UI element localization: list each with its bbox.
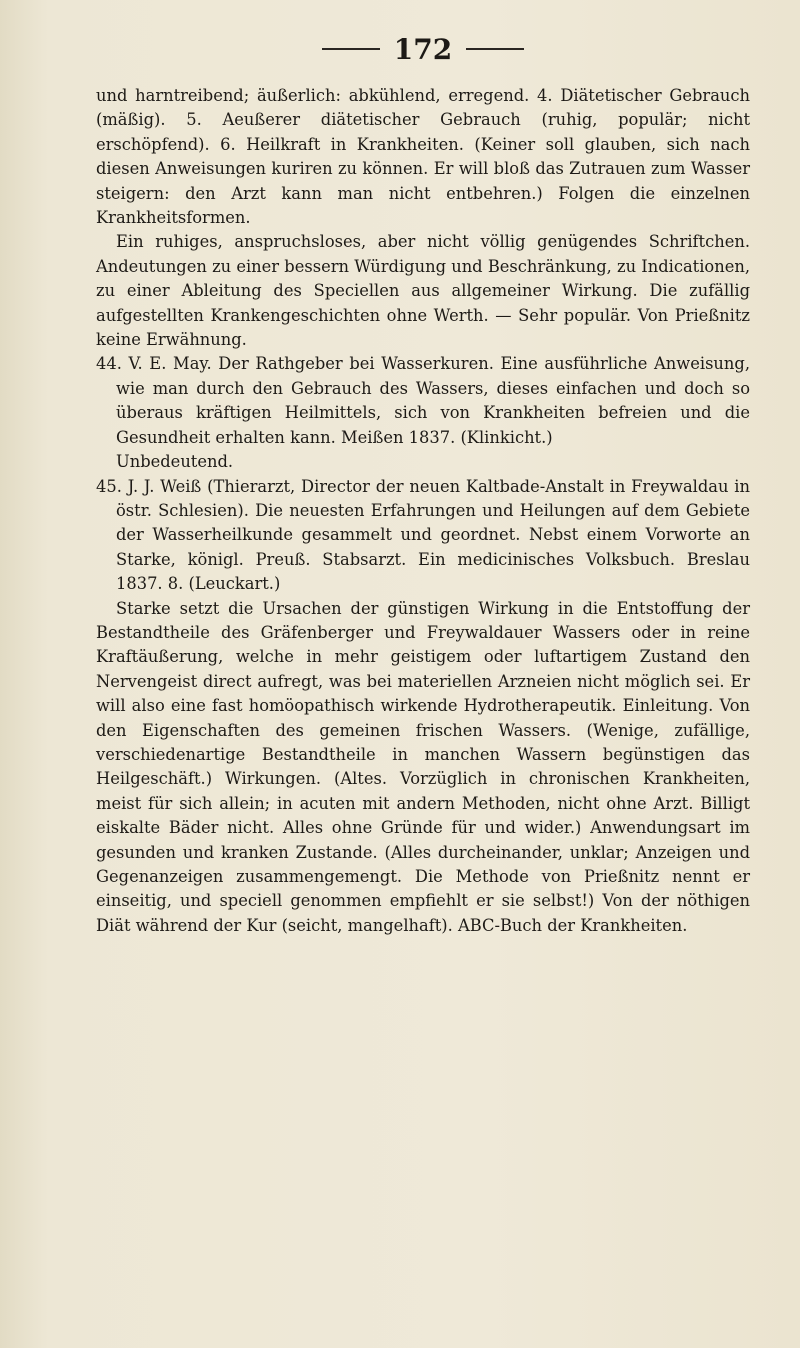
page-header	[96, 26, 750, 72]
header-rule-left	[322, 48, 380, 50]
page-number: 172	[393, 32, 453, 66]
page-body	[96, 84, 750, 938]
bibliography-entry-44: 44. V. E. May. Der Rathgeber bei Wasserkuren. Eine ausführliche Anweisung, wie man durch den Gebrauch des Wassers, dieses einfachen und doch so überaus kräftigen Heilmittels, sich von Krankheiten befreien und die Gesundheit erhalten kann. Meißen 1837. (Klinkicht.)	[96, 354, 750, 447]
paragraph-continuation: und harntreibend; äußerlich: abkühlend, erregend. 4. Diätetischer Gebrauch (mäßig). 5. Aeußerer diätetischer Gebrauch (ruhig, populär; nicht erschöpfend). 6. Heilkraft in Krankheiten. (Keiner soll glauben, sich nach diesen Anweisungen kuriren zu können. Er will bloß das Zutrauen zum Wasser steigern: den Arzt kann man nicht entbehren.) Folgen die einzelnen Krankheitsformen.	[96, 86, 750, 228]
bibliography-entry-45: 45. J. J. Weiß (Thierarzt, Director der neuen Kaltbade-Anstalt in Freywaldau in östr. Schlesien). Die neuesten Erfahrungen und Heilungen auf dem Gebiete der Wasserheilkunde gesammelt und geordnet. Nebst einem Vorworte an Starke, königl. Preuß. Stabsarzt. Ein medicinisches Volksbuch. Breslau 1837. 8. (Leuckart.)	[96, 476, 750, 594]
header-rule-right	[466, 48, 524, 50]
paragraph-review: Ein ruhiges, anspruchsloses, aber nicht völlig genügendes Schriftchen. Andeutungen zu einer bessern Würdigung und Beschränkung, zu Indicationen, zu einer Ableitung des Speciellen aus allgemeiner Wirkung. Die zufällig aufgestellten Krankengeschichten ohne Werth. — Sehr populär. Von Prießnitz keine Erwähnung.	[96, 232, 750, 350]
paragraph-review-45: Starke setzt die Ursachen der günstigen Wirkung in die Entstoffung der Bestandtheile des Gräfenberger und Freywaldauer Wassers oder in reine Kraftäußerung, welche in mehr geistigem oder luftartigem Zustand den Nervengeist direct aufregt, was bei materiellen Arzneien nicht möglich sei. Er will also eine fast homöopathisch wirkende Hydrotherapeutik. Einleitung. Von den Eigenschaften des gemeinen frischen Wassers. (Wenige, zufällige, verschiedenartige Bestandtheile in manchen Wassern begünstigen das Heilgeschäft.) Wirkungen. (Altes. Vorzüglich in chronischen Krankheiten, meist für sich allein; in acuten mit andern Methoden, nicht ohne Arzt. Billigt eiskalte Bäder nicht. Alles ohne Gründe für und wider.) Anwendungsart im gesunden und kranken Zustande. (Alles durcheinander, unklar; Anzeigen und Gegenanzeigen zusammengemengt. Die Methode von Prießnitz nennt er einseitig, und speciell genommen empfiehlt er sie selbst!) Von der nöthigen Diät während der Kur (seicht, mangelhaft). ABC-Buch der Krankheiten.	[96, 598, 750, 935]
entry-44-verdict: Unbedeutend.	[116, 452, 234, 472]
